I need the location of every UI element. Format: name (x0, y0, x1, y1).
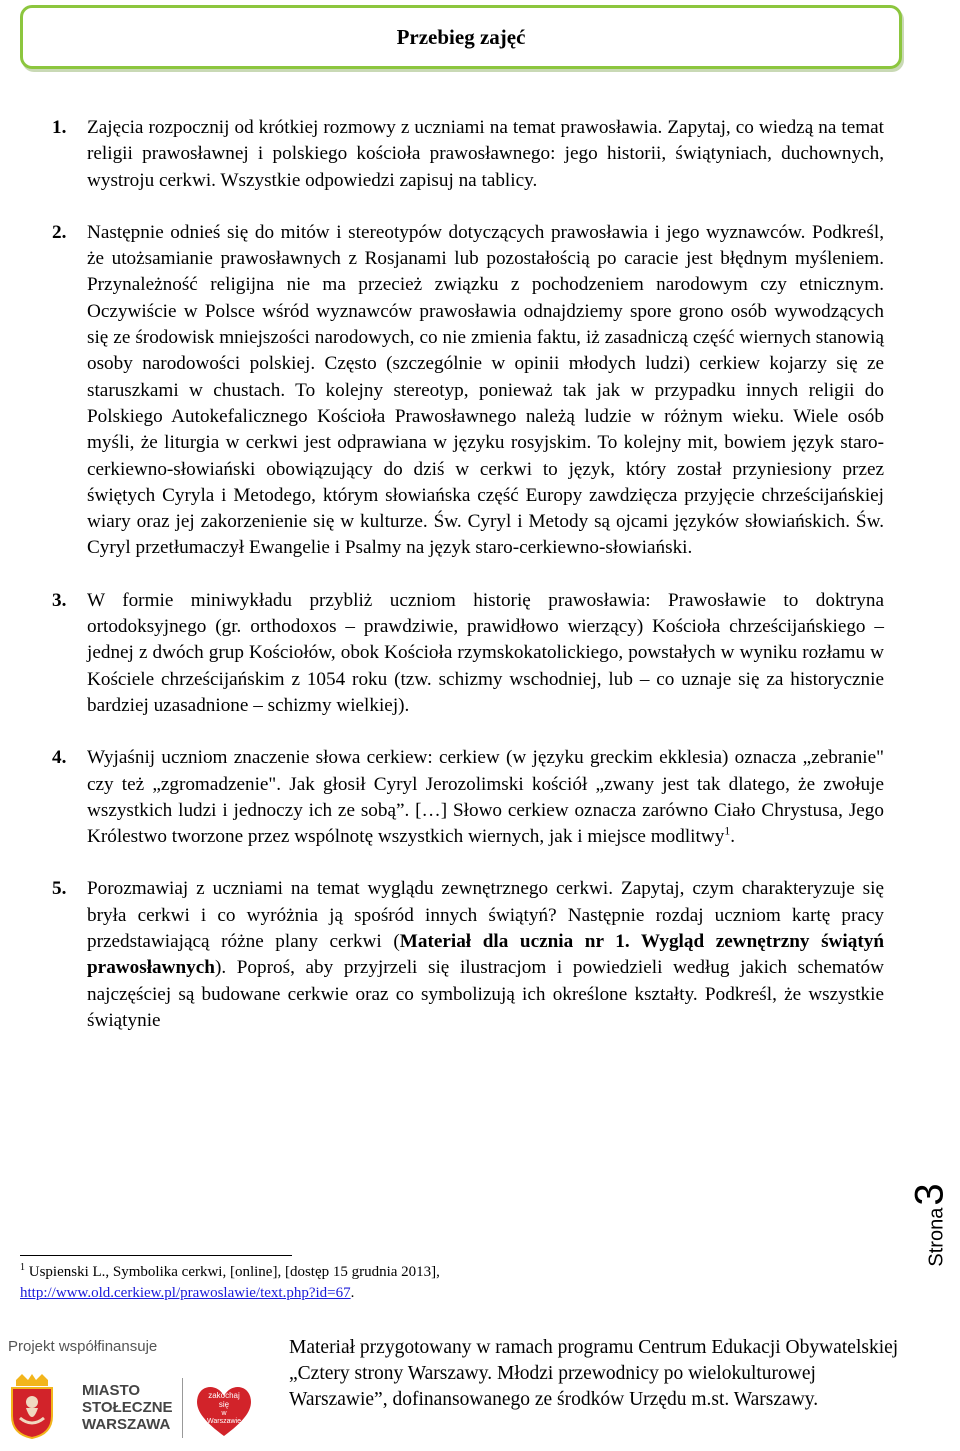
list-item (52, 220, 884, 562)
page-number-label: Strona (925, 1207, 948, 1267)
page-number (905, 1175, 955, 1275)
text-segment: Porozmawiaj z uczniami na temat wyglądu zewnętrznego cerkwi. Zapytaj, czym charakteryzuje się bryła cerkwi i co wyróżnia ją spośród innych świątyń? Następnie rozdaj uczniom kartę pracy przedstawiającą różne plany cerkwi ( (87, 878, 884, 953)
text-segment: W formie miniwykładu przybliż uczniom historię prawosławia: Prawosławie to doktryna ortodoksyjnego (gr. orthodoxos – prawdziwie, prawidłowo wierzący) Kościoła chrześcijańskiego – jednej z dwóch grup Kościołów, obok Kościoła rzymskokatolickiego, powstałych w wyniku rozłamu w Kościele chrześcijańskim z 1054 roku (tzw. schizmy wschodniej, lub – co uznaje się za historycznie bardziej uzasadnione – schizmy wielkiej). (87, 589, 884, 716)
funding-note: Materiał przygotowany w ramach programu Centrum Edukacji Obywatelskiej „Cztery strony Warszawy. Młodzi przewodnicy po wielokulturowej Warszawie”, dofinansowanego ze środków Urzędu m.st. Warszawy. (289, 1337, 899, 1410)
zakochaj-sie-w-warszawie-logo (192, 1376, 256, 1440)
list-item-text (87, 222, 884, 559)
page-title: Przebieg zajęć (396, 24, 526, 49)
lesson-steps-list (52, 115, 884, 1060)
footnote-link[interactable]: http://www.old.cerkiew.pl/prawoslawie/text.php?id=67 (20, 1285, 351, 1301)
text-segment: Wyjaśnij uczniom znaczenie słowa cerkiew: cerkiew (w języku greckim ekklesia) oznacza „zebranie" czy też „zgromadzenie". Jak głosił Cyryl Jerozolimski kościół „zwany jest tak dlatego, że zwołuje wszystkich ludzi i jednoczy ich ze sobą”. […] Słowo cerkiew oznacza zarówno Ciało Chrystusa, Jego Królestwo tworzone przez wspólnotę wszystkich wiernych, jak i miejsce modlitwy (87, 747, 884, 848)
footnote-marker: 1 (20, 1262, 25, 1273)
list-item-text (87, 878, 884, 1030)
text-segment: Zajęcia rozpocznij od krótkiej rozmowy z uczniami na temat prawosławia. Zapytaj, co wiedzą na temat religii prawosławnej i polskiego kościoła prawosławnego: jego historii, świątyniach, duchownych, wystroju cerkwi. Wszystkie odpowiedzi zapisuj na tablicy. (87, 117, 884, 191)
footnote (20, 1262, 740, 1304)
text-segment: . (730, 826, 736, 848)
header-box (20, 5, 902, 69)
footnote-reference: 1 (724, 823, 731, 838)
page-number-value: 3 (907, 1183, 952, 1206)
list-item (52, 115, 884, 194)
bold-reference: Materiał dla ucznia nr 1. Wygląd zewnętrzny świątyń prawosławnych (87, 931, 884, 979)
footnote-text: Uspienski L., Symbolika cerkwi, [online], [dostęp 15 grudnia 2013], (25, 1264, 440, 1280)
list-item (52, 876, 884, 1034)
svg-text:Warszawie: Warszawie (207, 1418, 241, 1425)
warsaw-crest-logo (8, 1372, 56, 1440)
list-item-number: 1. (52, 117, 67, 138)
svg-text:w: w (221, 1410, 227, 1417)
list-item-text (87, 590, 884, 716)
svg-text:zakochaj: zakochaj (208, 1391, 240, 1400)
list-item-text (87, 747, 884, 847)
logo-divider (182, 1378, 183, 1438)
text-segment: ). Poproś, aby przyjrzeli się ilustracjom i powiedzieli według jakich schematów najczęściej są budowane cerkwie oraz co symbolizują ich określone kształty. Podkreśl, że wszystkie świątynie (87, 957, 884, 1031)
list-item (52, 745, 884, 850)
city-line: WARSZAWA (82, 1416, 171, 1433)
svg-text:się: się (218, 1400, 230, 1409)
footnote-divider (20, 1255, 292, 1256)
city-line: STOŁECZNE (82, 1399, 173, 1416)
footnote-end: . (350, 1285, 355, 1301)
list-item-number: 3. (52, 589, 67, 611)
city-line: MIASTO (82, 1382, 141, 1399)
list-item-number: 5. (52, 878, 67, 900)
cofund-label: Projekt współfinansuje (8, 1338, 158, 1355)
list-item (52, 588, 884, 719)
city-logo-text (82, 1382, 173, 1433)
list-item-number: 4. (52, 747, 67, 769)
text-segment: Następnie odnieś się do mitów i stereotypów dotyczących prawosławia i jego wyznawców. Podkreśl, że utożsamianie prawosławnych z Rosjanami lub pozostałością po caracie jest błędnym myśleniem. Przynależność religijna nie ma przecież związku z pochodzeniem narodowym czy etnicznym. Oczywiście w Polsce wśród wyznawców prawosławia odnajdziemy spore grono osób wywodzących się ze środowisk mniejszości narodowych, co nie zmienia faktu, iż zasadniczą część wiernych stanowią osoby narodowości polskiej. Często (szczególnie w opinii młodych ludzi) cerkiew kojarzy się ze staruszkami w chustach. To kolejny stereotyp, ponieważ tak jak w przypadku innych religii do Polskiego Autokefalicznego Kościoła Prawosławnego należą ludzie w różnym wieku. Wiele osób myśli, że liturgia w cerkwi jest odprawiana w języku rosyjskim. To kolejny mit, bowiem język staro-cerkiewno-słowiański obowiązujący do dziś w cerkwi to język, który został przyniesiony przez świętych Cyryla i Metodego, którym słowiańska część Europy zawdzięcza przyjęcie chrześcijańskiej wiary oraz jej zakorzenienie się w kulturze. Św. Cyryl i Metody są ojcami języków słowiańskich. Św. Cyryl przetłumaczył Ewangelie i Psalmy na język staro-cerkiewno-słowiański. (87, 221, 884, 559)
list-item-number: 2. (52, 221, 67, 243)
list-item-text (87, 117, 884, 191)
